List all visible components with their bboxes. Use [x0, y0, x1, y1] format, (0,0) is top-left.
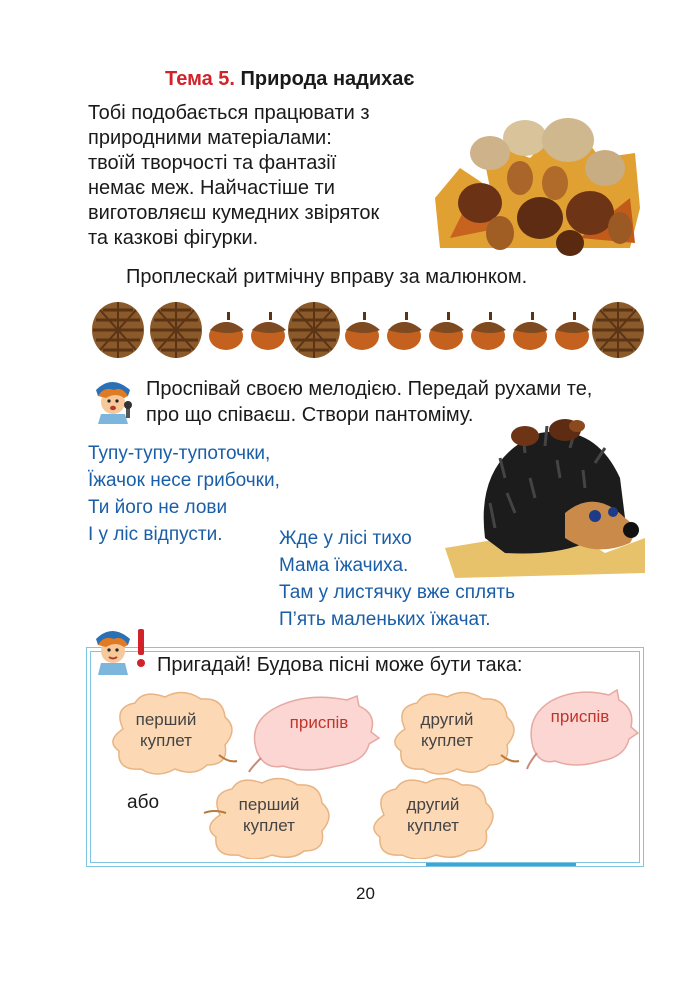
- intro-paragraph: [88, 101, 379, 251]
- verse2-line1: другий: [406, 795, 460, 814]
- acorn-icon: [345, 312, 380, 350]
- verse1-line1: перший: [238, 795, 300, 814]
- acorn-icon: [429, 312, 464, 350]
- intro-line: немає меж. Найчастіше ти: [88, 177, 335, 199]
- leaf-shape: [525, 687, 640, 771]
- verse2-line2: куплет: [407, 816, 459, 835]
- thinking-kid-icon: [90, 625, 152, 675]
- intro-line: природними матеріалами:: [88, 127, 332, 149]
- intro-line: та казкові фігурки.: [88, 227, 259, 249]
- box-accent-line: [426, 863, 576, 866]
- cone-icon: [592, 302, 644, 358]
- acorn-icon: [251, 312, 286, 350]
- rhythm-sequence: [88, 294, 648, 366]
- clap-instruction: Проплескай ритмічну вправу за малюнком.: [126, 266, 528, 288]
- acorn-icon: [387, 312, 422, 350]
- verse2-line2: куплет: [421, 731, 473, 750]
- poem-line: Тупу-тупу-тупоточки,: [88, 443, 271, 464]
- poem-line: Жде у лісі тихо: [279, 528, 412, 549]
- intro-line: твоїй творчості та фантазії: [88, 152, 337, 174]
- poem-line: І у ліс відпусти.: [88, 524, 223, 545]
- acorn-icon: [209, 312, 244, 350]
- page-number: 20: [356, 884, 375, 903]
- intro-line: виготовляєш кумедних звіряток: [88, 202, 380, 224]
- poem-line: Ти його не лови: [88, 497, 228, 518]
- chorus1-label: приспів: [289, 713, 349, 732]
- page-title: [165, 68, 414, 91]
- verse1-line2: куплет: [243, 816, 295, 835]
- poem-line: Їжачок несе грибочки,: [88, 470, 280, 491]
- verse1-label: [113, 709, 219, 751]
- acorn-icon: [555, 312, 590, 350]
- poem-line: Мама їжачиха.: [279, 555, 409, 576]
- topic-title: Природа надихає: [234, 68, 415, 90]
- poem-verse-1: [88, 440, 280, 548]
- intro-line: Тобі подобається працювати з: [88, 102, 370, 124]
- verse2-line1: другий: [420, 710, 474, 729]
- poem-line: П’ять маленьких їжачат.: [279, 609, 491, 630]
- acorn-icon: [513, 312, 548, 350]
- verse1-line2: куплет: [140, 731, 192, 750]
- singing-kid-icon: [88, 376, 140, 424]
- acorn-icon: [471, 312, 506, 350]
- remember-text: Пригадай! Будова пісні може бути така:: [157, 654, 523, 676]
- nuts-acorns-photo: [430, 98, 646, 260]
- verse1-label-row2: [216, 794, 322, 836]
- cone-icon: [288, 302, 340, 358]
- or-text: або: [127, 792, 160, 813]
- topic-number: Тема 5.: [165, 68, 235, 90]
- poem-line: Там у листячку вже сплять: [279, 582, 516, 603]
- cone-icon: [92, 302, 144, 358]
- leaf-shape: [247, 692, 382, 774]
- verse2-label: [394, 709, 500, 751]
- poem-verse-2: [279, 525, 515, 633]
- sing-line: про що співаєш. Створи пантоміму.: [146, 404, 474, 426]
- sing-line: Проспівай своєю мелодією. Передай рухами те,: [146, 378, 593, 400]
- verse1-line1: перший: [135, 710, 197, 729]
- chorus2-label: приспів: [550, 707, 610, 726]
- verse2-label-row2: [380, 794, 486, 836]
- cone-icon: [150, 302, 202, 358]
